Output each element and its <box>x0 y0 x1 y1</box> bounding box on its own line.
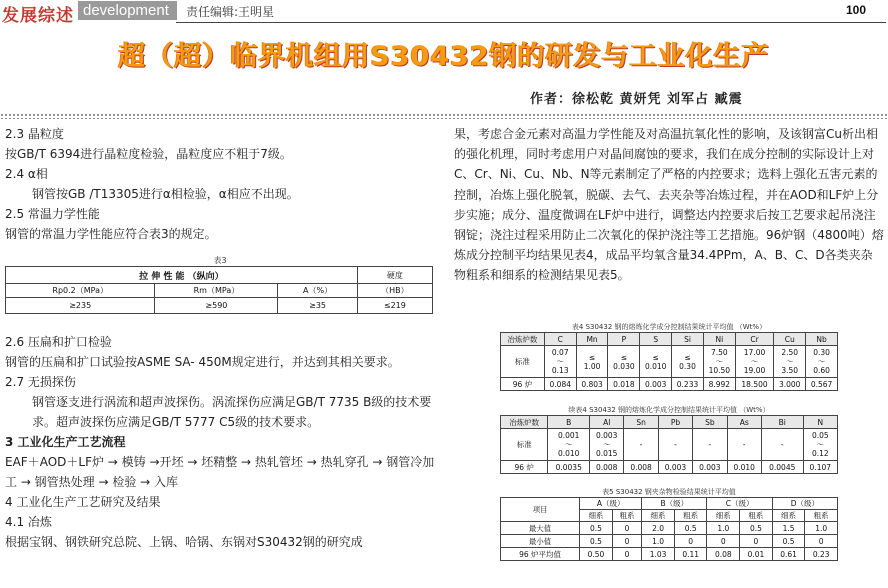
dotted-divider <box>0 113 888 119</box>
table-value-cell: 0 <box>707 535 740 548</box>
table-standard-cell <box>672 346 704 378</box>
table-standard-cell-bot: 0.30 <box>679 361 696 371</box>
table-header-cell: B（级） <box>642 498 707 510</box>
table-standard-cell <box>806 346 838 378</box>
table-standard-cell <box>640 346 672 378</box>
table-header-cell: P <box>608 333 640 346</box>
table-standard-cell <box>735 346 774 378</box>
table-5-caption: 表5 S30432 钢夹杂物检验结果统计平均值 <box>602 488 736 496</box>
table-header-cell: 冶炼炉数 <box>501 333 545 346</box>
table-standard-cell-top: 7.50 <box>710 348 728 357</box>
table-header-cell: 项目 <box>501 498 580 522</box>
table-standard-cell-bot: 3.50 <box>781 366 799 375</box>
table-standard-cell-top: 0.30 <box>813 348 830 357</box>
table-value-cell: 0.803 <box>576 378 608 391</box>
table-value-cell: 0 <box>612 548 641 561</box>
table-standard-cell <box>658 429 692 461</box>
heading-2-5: 2.5 常温力学性能 <box>5 207 100 221</box>
table-value-cell: 0.010 <box>727 461 761 474</box>
table-value-cell: 8.992 <box>703 378 735 391</box>
table-header-cell: Nb <box>806 333 838 346</box>
table-header-cell: Al <box>590 416 624 429</box>
heading-2-6: 2.6 压扁和扩口检验 <box>5 335 112 349</box>
table-standard-cell <box>544 346 576 378</box>
table-standard-cell-top: - <box>639 440 643 449</box>
table-3-col: （HB） <box>357 284 432 298</box>
table-header-cell: B <box>548 416 590 429</box>
table-header-cell: Mn <box>576 333 608 346</box>
table-value-cell: 0 <box>612 535 641 548</box>
table-standard-cell <box>624 429 658 461</box>
table-standard-cell-mid: ～ <box>817 357 826 366</box>
table-header-cell: Pb <box>658 416 692 429</box>
table-row-label: 标准 <box>501 346 545 378</box>
left-column <box>5 124 435 552</box>
para-2-6: 钢管的压扁和扩口试验按ASME SA- 450M规定进行，并达到其相关要求。 <box>5 355 400 369</box>
table-3-col: A（%） <box>278 284 357 298</box>
table-standard-cell-bot: 0.60 <box>813 366 830 375</box>
section-name-cn: 发展综述 <box>2 6 74 26</box>
table-value-cell: 0.5 <box>674 522 707 535</box>
table-value-cell: 0.107 <box>803 461 837 474</box>
table-standard-cell-mid: ～ <box>556 357 565 366</box>
table-3-col: Rm（MPa） <box>155 284 278 298</box>
table-standard-cell-top: - <box>742 440 746 449</box>
table-header-cell: A（级） <box>580 498 642 510</box>
table-row-label: 96 炉平均值 <box>501 548 580 561</box>
table-standard-cell-top: ≤ <box>620 352 628 362</box>
table-standard-cell-top: 2.50 <box>781 348 799 357</box>
table-3-val: ≥35 <box>278 298 357 314</box>
table-4c-grid <box>500 415 838 474</box>
table-4-caption: 表4 S30432 钢的熔炼化学成分控制结果统计平均值 （Wt%） <box>571 323 767 331</box>
table-header-cell: Sn <box>624 416 658 429</box>
table-3-val: ≥590 <box>155 298 278 314</box>
table-standard-cell <box>576 346 608 378</box>
table-standard-cell <box>590 429 624 461</box>
table-standard-cell <box>693 429 727 461</box>
table-value-cell: 1.0 <box>707 522 740 535</box>
table-subheader-cell: 粗系 <box>674 510 707 522</box>
table-value-cell: 0.0045 <box>761 461 803 474</box>
table-subheader-cell: 细系 <box>642 510 675 522</box>
para-4-1-cont: 果，考虑合金元素对高温力学性能及对高温抗氧化性的影响，及该钢富Cu析出相的强化机理，同时考虑用户对晶间腐蚀的要求，我们在成分控制的实际设计上对C、Cr、Ni、Cu、Nb、N等元素制定了严格的内控要求；选料上强化五害元素的控制，冶炼上强化脱氧，脱碳、去气、去夹杂等冶炼过程，并在AOD和LF炉上分步实施；成分、温度微调在LF炉中进行，调整达内控要求后按工艺要求起吊浇注钢锭；浇注过程采用防止二次氧化的保护浇注等工艺措施。96炉钢（4800吨）熔炼成分控制平均结果见表4，成品平均氧含量34.4PPm，A、B、C、D各类夹杂物粗系和细系的检测结果见表5。 <box>454 127 884 283</box>
table-standard-cell-bot: 10.50 <box>708 366 731 375</box>
table-3-hardness-header: 硬度 <box>357 267 432 284</box>
table-header-cell: Sb <box>693 416 727 429</box>
table-value-cell: 0.003 <box>693 461 727 474</box>
table-standard-cell-bot: 0.13 <box>551 366 569 375</box>
table-value-cell: 0.003 <box>658 461 692 474</box>
heading-2-4: 2.4 α相 <box>5 167 48 181</box>
table-standard-cell-bot: 0.010 <box>557 449 580 458</box>
table-value-cell: 0.23 <box>805 548 838 561</box>
table-value-cell: 1.0 <box>805 522 838 535</box>
table-standard-cell-top: 0.001 <box>557 431 580 440</box>
table-standard-cell <box>703 346 735 378</box>
table-value-cell: 0.0035 <box>548 461 590 474</box>
heading-4: 4 工业化生产工艺研究及结果 <box>5 495 161 509</box>
table-standard-cell-mid: ～ <box>602 440 611 449</box>
table-value-cell: 0.5 <box>580 522 613 535</box>
table-standard-cell-mid: ～ <box>564 440 573 449</box>
table-standard-cell <box>727 429 761 461</box>
table-5-grid <box>500 497 838 561</box>
table-standard-cell <box>774 346 806 378</box>
table-value-cell: 1.5 <box>772 522 805 535</box>
table-standard-cell-top: 0.07 <box>551 348 569 357</box>
table-header-cell: As <box>727 416 761 429</box>
table-value-cell: 0.01 <box>740 548 773 561</box>
table-4 <box>500 322 838 391</box>
heading-2-3: 2.3 晶粒度 <box>5 127 64 141</box>
table-standard-cell-bot: 1.00 <box>583 361 601 371</box>
table-value-cell: 0 <box>674 535 707 548</box>
para-2-5: 钢管的常温力学性能应符合表3的规定。 <box>5 227 217 241</box>
table-standard-cell-mid: ～ <box>785 357 794 366</box>
table-value-cell: 0 <box>612 522 641 535</box>
table-header-cell: S <box>640 333 672 346</box>
table-subheader-cell: 细系 <box>707 510 740 522</box>
table-standard-cell <box>548 429 590 461</box>
table-header-cell: Cr <box>735 333 774 346</box>
table-standard-cell-bot: 0.015 <box>595 449 618 458</box>
table-standard-cell-top: 17.00 <box>743 348 766 357</box>
heading-4-1: 4.1 冶炼 <box>5 515 52 529</box>
table-standard-cell-top: ≤ <box>684 352 691 362</box>
table-standard-cell-top: ≤ <box>652 352 659 362</box>
article-authors: 作者：徐松乾 黄妍凭 刘军占 臧震 <box>530 92 743 107</box>
para-4-1: 根据宝钢、钢铁研究总院、上锅、哈锅、东锅对S30432钢的研究成 <box>5 535 363 549</box>
table-standard-cell-top: ≤ <box>588 352 596 362</box>
table-header-cell: C（级） <box>707 498 772 510</box>
para-2-7: 钢管逐支进行涡流和超声波探伤。涡流探伤应满足GB/T 7735 B级的技术要求。超声波探伤应满足GB/T 5777 C5级的技术要求。 <box>32 395 432 429</box>
table-standard-cell-mid: ～ <box>715 357 724 366</box>
table-header-cell: Bi <box>761 416 803 429</box>
table-standard-cell-bot: 0.010 <box>644 361 667 371</box>
table-standard-cell-bot: 0.12 <box>811 449 829 458</box>
table-standard-cell <box>803 429 837 461</box>
table-value-cell: 0.5 <box>740 522 773 535</box>
table-standard-cell-mid: ～ <box>750 357 759 366</box>
table-row-label: 96 炉 <box>501 461 548 474</box>
table-row-label: 最大值 <box>501 522 580 535</box>
table-subheader-cell: 粗系 <box>805 510 838 522</box>
para-2-3: 按GB/T 6394进行晶粒度检验，晶粒度应不粗于7级。 <box>5 147 292 161</box>
article-title: 超（超）临界机组用S30432钢的研发与工业化生产 <box>118 41 770 72</box>
table-header-cell: Ni <box>703 333 735 346</box>
header-rule <box>176 22 886 23</box>
table-value-cell: 1.0 <box>642 535 675 548</box>
table-3-col: Rp0.2（MPa） <box>6 284 155 298</box>
table-subheader-cell: 细系 <box>580 510 613 522</box>
table-header-cell: N <box>803 416 837 429</box>
table-value-cell: 0.5 <box>580 535 613 548</box>
table-value-cell: 18.500 <box>735 378 774 391</box>
table-value-cell: 0 <box>805 535 838 548</box>
table-3-group-header: 拉 伸 性 能 （纵向） <box>6 267 358 284</box>
table-row-label: 最小值 <box>501 535 580 548</box>
table-value-cell: 0.003 <box>640 378 672 391</box>
table-standard-cell-top: 0.003 <box>595 431 618 440</box>
table-value-cell: 0.018 <box>608 378 640 391</box>
table-value-cell: 0.50 <box>580 548 613 561</box>
table-header-cell: D（级） <box>772 498 837 510</box>
para-3-flow: EAF＋AOD＋LF炉 → 模铸 →开坯 → 坯精整 → 热轧管坯 → 热轧穿孔 → 钢管冷加工 → 钢管热处理 → 检验 → 入库 <box>5 455 435 489</box>
table-header-cell: C <box>544 333 576 346</box>
table-standard-cell-bot: 19.00 <box>743 366 766 375</box>
section-name-en: development <box>78 1 177 20</box>
table-value-cell: 1.03 <box>642 548 675 561</box>
right-column <box>454 124 884 286</box>
table-3-caption: 表3 <box>213 256 227 265</box>
table-value-cell: 0.084 <box>544 378 576 391</box>
table-standard-cell-top: - <box>674 440 677 449</box>
table-header-cell: Cu <box>774 333 806 346</box>
editor-credit: 责任编辑:王明星 <box>186 5 275 19</box>
para-2-4: 钢管按GB /T13305进行α相检验，α相应不出现。 <box>32 187 299 201</box>
table-value-cell: 3.000 <box>774 378 806 391</box>
table-3-grid <box>5 266 433 314</box>
table-header-cell: 冶炼炉数 <box>501 416 548 429</box>
table-standard-cell-bot: 0.030 <box>613 361 635 371</box>
table-value-cell: 0 <box>740 535 773 548</box>
table-row-label: 标准 <box>501 429 548 461</box>
table-4-continued <box>500 405 838 474</box>
table-value-cell: 0.61 <box>772 548 805 561</box>
page-number: 100 <box>846 3 867 17</box>
table-standard-cell-top: 0.05 <box>811 431 829 440</box>
table-value-cell: 0.567 <box>806 378 838 391</box>
table-standard-cell-top: - <box>780 440 784 449</box>
table-standard-cell <box>608 346 640 378</box>
page-header <box>0 0 888 24</box>
table-standard-cell-mid: ～ <box>816 440 825 449</box>
table-row-label: 96 炉 <box>501 378 545 391</box>
table-subheader-cell: 细系 <box>772 510 805 522</box>
table-value-cell: 0.08 <box>707 548 740 561</box>
table-value-cell: 0.008 <box>624 461 658 474</box>
table-value-cell: 2.0 <box>642 522 675 535</box>
table-3-val: ≤219 <box>357 298 432 314</box>
table-value-cell: 0.5 <box>772 535 805 548</box>
table-header-cell: Si <box>672 333 704 346</box>
table-subheader-cell: 粗系 <box>612 510 641 522</box>
table-value-cell: 0.11 <box>674 548 707 561</box>
table-3-val: ≥235 <box>6 298 155 314</box>
heading-3: 3 工业化生产工艺流程 <box>5 435 126 449</box>
table-standard-cell <box>761 429 803 461</box>
table-4c-caption: 续表4 S30432 钢的熔炼化学成分控制结果统计平均值 （Wt%） <box>568 406 770 414</box>
table-standard-cell-top: - <box>708 440 712 449</box>
table-4-grid <box>500 332 838 391</box>
table-value-cell: 0.233 <box>672 378 704 391</box>
table-value-cell: 0.008 <box>590 461 624 474</box>
table-subheader-cell: 粗系 <box>740 510 773 522</box>
heading-2-7: 2.7 无损探伤 <box>5 375 76 389</box>
table-3 <box>5 256 435 314</box>
table-5 <box>500 487 838 561</box>
